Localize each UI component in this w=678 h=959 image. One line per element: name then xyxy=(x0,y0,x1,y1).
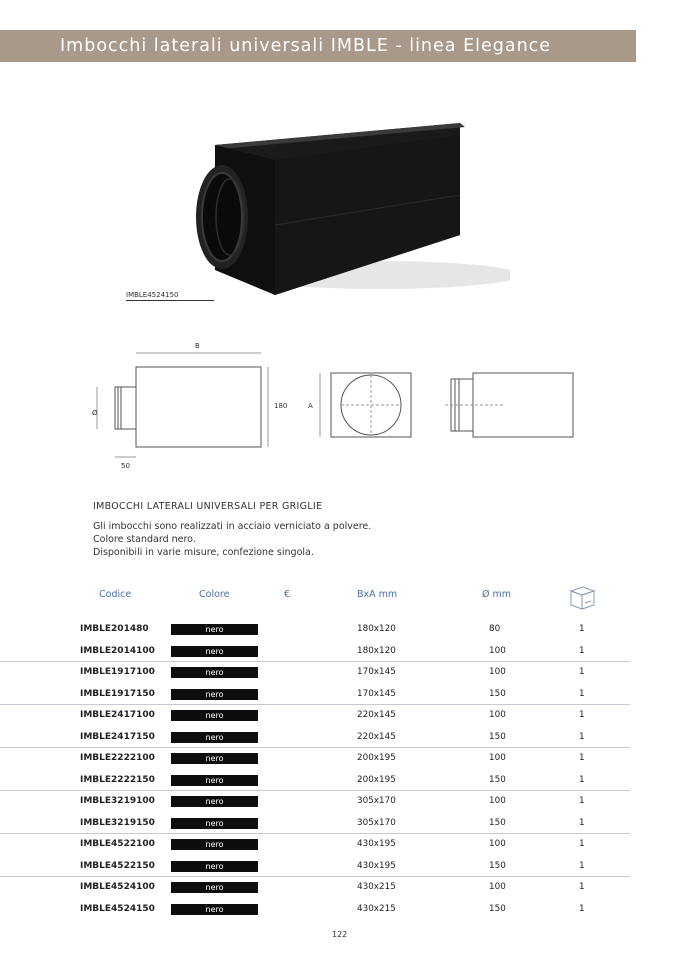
row-code: IMBLE2417100 xyxy=(80,710,155,720)
row-diameter: 150 xyxy=(489,774,506,785)
row-diameter: 100 xyxy=(489,753,506,763)
product-photo xyxy=(180,105,510,305)
row-diameter: 150 xyxy=(489,731,506,742)
row-quantity: 1 xyxy=(579,667,585,677)
row-code: IMBLE2222150 xyxy=(80,774,155,785)
row-quantity: 1 xyxy=(579,860,585,871)
row-diameter: 100 xyxy=(489,710,506,720)
row-quantity: 1 xyxy=(579,817,585,828)
header-colore: Colore xyxy=(199,589,230,600)
table-row xyxy=(0,814,678,835)
page-title: Imbocchi laterali universali IMBLE - linea Elegance xyxy=(60,36,552,56)
row-color-swatch: nero xyxy=(171,646,258,657)
drawing-label-b: B xyxy=(195,342,200,350)
row-diameter: 100 xyxy=(489,882,506,892)
row-color-swatch: nero xyxy=(171,775,258,786)
table-row xyxy=(0,771,678,792)
table-row xyxy=(0,642,678,663)
drawing-label-180: 180 xyxy=(274,402,288,410)
row-quantity: 1 xyxy=(579,774,585,785)
table-row xyxy=(0,792,678,813)
row-quantity: 1 xyxy=(579,624,585,634)
row-diameter: 150 xyxy=(489,817,506,828)
row-separator xyxy=(0,661,630,662)
row-separator xyxy=(0,704,630,705)
row-code: IMBLE3219150 xyxy=(80,817,155,828)
row-code: IMBLE1917100 xyxy=(80,667,155,677)
row-diameter: 150 xyxy=(489,688,506,699)
row-color-swatch: nero xyxy=(171,839,258,850)
photo-code-label: IMBLE4524150 xyxy=(126,291,214,301)
header-bxa: BxA mm xyxy=(357,589,398,600)
description-line: Disponibili in varie misure, confezione singola. xyxy=(93,547,314,558)
row-quantity: 1 xyxy=(579,645,585,656)
description-line: Gli imbocchi sono realizzati in acciaio verniciato a polvere. xyxy=(93,521,372,532)
row-quantity: 1 xyxy=(579,903,585,914)
row-quantity: 1 xyxy=(579,731,585,742)
row-bxa: 170x145 xyxy=(357,688,396,699)
row-bxa: 430x215 xyxy=(357,903,396,914)
row-color-swatch: nero xyxy=(171,796,258,807)
row-diameter: 100 xyxy=(489,839,506,849)
row-quantity: 1 xyxy=(579,753,585,763)
header-diameter: Ø mm xyxy=(482,589,512,600)
row-color-swatch: nero xyxy=(171,624,258,635)
row-color-swatch: nero xyxy=(171,689,258,700)
table-row xyxy=(0,900,678,921)
row-diameter: 150 xyxy=(489,860,506,871)
row-bxa: 170x145 xyxy=(357,667,396,677)
row-color-swatch: nero xyxy=(171,861,258,872)
table-row xyxy=(0,663,678,684)
row-color-swatch: nero xyxy=(171,667,258,678)
row-color-swatch: nero xyxy=(171,710,258,721)
row-separator xyxy=(0,876,630,877)
drawing-label-50: 50 xyxy=(121,462,130,470)
row-diameter: 100 xyxy=(489,645,506,656)
row-color-swatch: nero xyxy=(171,882,258,893)
row-code: IMBLE4522100 xyxy=(80,839,155,849)
row-code: IMBLE2014100 xyxy=(80,645,155,656)
drawing-label-diameter: Ø xyxy=(92,409,98,417)
table-row xyxy=(0,878,678,899)
row-code: IMBLE4524150 xyxy=(80,903,155,914)
row-bxa: 180x120 xyxy=(357,624,396,634)
row-color-swatch: nero xyxy=(171,904,258,915)
table-row xyxy=(0,749,678,770)
row-diameter: 100 xyxy=(489,667,506,677)
row-diameter: 100 xyxy=(489,796,506,806)
row-code: IMBLE3219100 xyxy=(80,796,155,806)
table-row xyxy=(0,685,678,706)
table-row xyxy=(0,706,678,727)
row-bxa: 430x215 xyxy=(357,882,396,892)
row-code: IMBLE1917150 xyxy=(80,688,155,699)
row-code: IMBLE201480 xyxy=(80,624,149,634)
row-code: IMBLE2222100 xyxy=(80,753,155,763)
row-code: IMBLE2417150 xyxy=(80,731,155,742)
header-codice: Codice xyxy=(99,589,132,600)
row-color-swatch: nero xyxy=(171,732,258,743)
row-bxa: 305x170 xyxy=(357,817,396,828)
row-separator xyxy=(0,790,630,791)
table-row xyxy=(0,835,678,856)
row-bxa: 430x195 xyxy=(357,839,396,849)
page-title-band xyxy=(0,30,636,62)
row-bxa: 220x145 xyxy=(357,731,396,742)
table-row xyxy=(0,728,678,749)
row-code: IMBLE4524100 xyxy=(80,882,155,892)
description xyxy=(93,520,371,559)
row-separator xyxy=(0,833,630,834)
row-color-swatch: nero xyxy=(171,818,258,829)
row-quantity: 1 xyxy=(579,796,585,806)
drawing-label-a: A xyxy=(308,402,313,410)
technical-drawings xyxy=(85,335,590,475)
row-bxa: 430x195 xyxy=(357,860,396,871)
header-euro: € xyxy=(284,589,291,600)
row-bxa: 180x120 xyxy=(357,645,396,656)
row-separator xyxy=(0,747,630,748)
row-diameter: 80 xyxy=(489,624,501,634)
page-number: 122 xyxy=(332,930,348,939)
row-bxa: 305x170 xyxy=(357,796,396,806)
row-bxa: 200x195 xyxy=(357,753,396,763)
row-bxa: 220x145 xyxy=(357,710,396,720)
row-color-swatch: nero xyxy=(171,753,258,764)
table-row xyxy=(0,857,678,878)
row-code: IMBLE4522150 xyxy=(80,860,155,871)
description-line: Colore standard nero. xyxy=(93,534,196,545)
row-quantity: 1 xyxy=(579,882,585,892)
table-row xyxy=(0,620,678,641)
row-quantity: 1 xyxy=(579,839,585,849)
row-quantity: 1 xyxy=(579,710,585,720)
section-title: IMBOCCHI LATERALI UNIVERSALI PER GRIGLIE xyxy=(93,501,323,512)
row-diameter: 150 xyxy=(489,903,506,914)
package-box-icon xyxy=(567,583,597,611)
row-bxa: 200x195 xyxy=(357,774,396,785)
row-quantity: 1 xyxy=(579,688,585,699)
